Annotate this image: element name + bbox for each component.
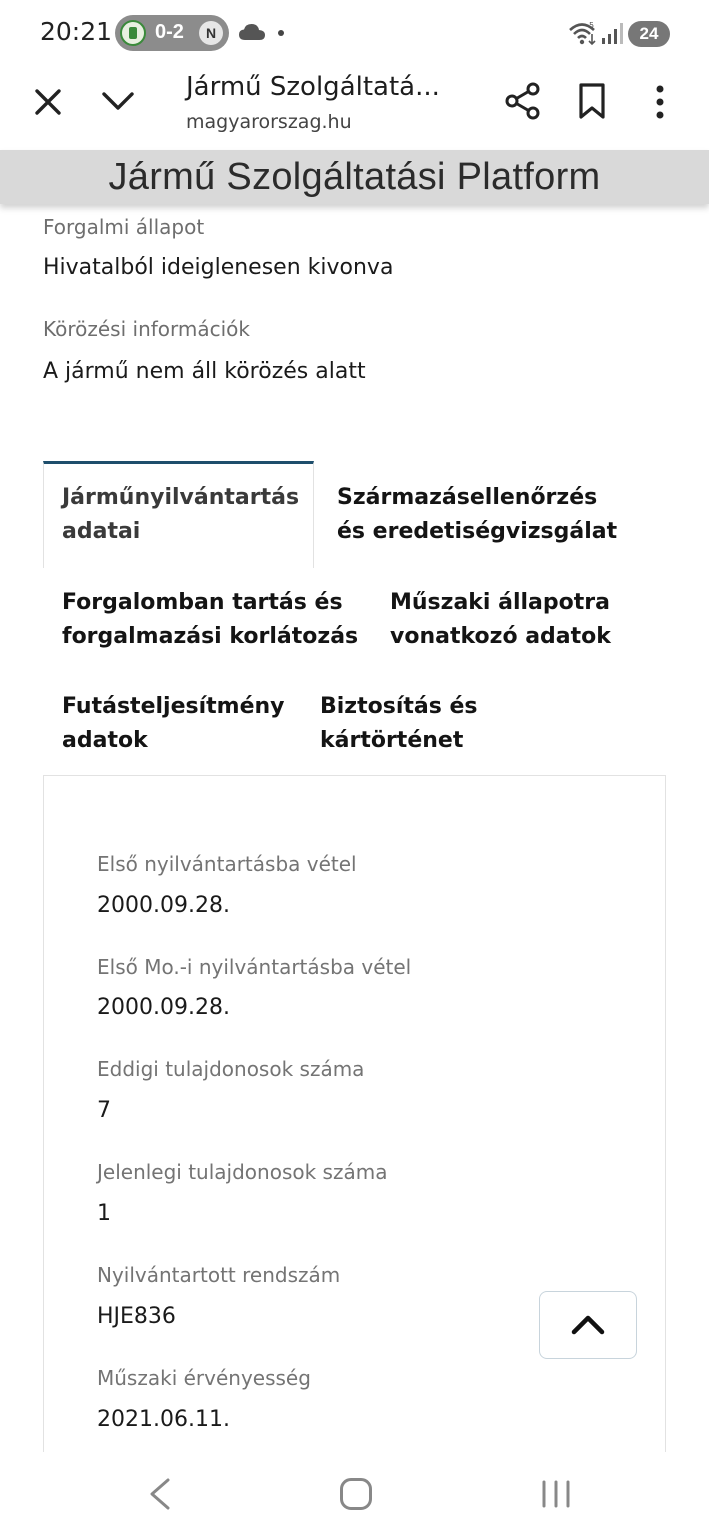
traffic-status-value: Hivatalból ideiglenesen kivonva [43,255,394,280]
home-icon[interactable] [340,1478,372,1510]
first-registration-value: 2000.09.28. [97,893,230,918]
scroll-to-top-button[interactable] [539,1291,637,1359]
site-header [0,150,709,204]
share-icon[interactable] [502,80,544,122]
tab-label-line: forgalmazási korlátozás [62,624,359,649]
wanted-info-value: A jármű nem áll körözés alatt [43,359,366,384]
technical-validity-value: 2021.06.11. [97,1407,230,1432]
chevron-up-icon [570,1312,606,1338]
notification-badge: N [199,21,223,45]
previous-owners-label: Eddigi tulajdonosok száma [97,1057,365,1081]
status-bar [0,0,709,66]
signal-icon [600,20,624,46]
site-title: Jármű Szolgáltatási Platform [108,156,601,198]
traffic-status-label: Forgalmi állapot [43,215,205,239]
close-icon[interactable] [30,84,66,120]
tab-label-line: Forgalomban tartás és [62,590,343,615]
tab-label-line: kártörténet [320,728,464,753]
tab-label-line: vonatkozó adatok [390,624,611,649]
first-hu-registration-label: Első Mo.-i nyilvántartásba vétel [97,955,412,979]
current-owners-value: 1 [97,1201,111,1226]
tab-label-line: adatok [62,728,148,753]
registered-plate-label: Nyilvántartott rendszám [97,1263,341,1287]
wanted-info-label: Körözési információk [43,317,251,341]
technical-validity-label: Műszaki érvényesség [97,1366,311,1390]
first-hu-registration-value: 2000.09.28. [97,995,230,1020]
registered-plate-value: HJE836 [97,1304,176,1329]
tab-label-line: Futásteljesítmény [62,694,285,719]
tab-insurance-history[interactable] [320,690,478,758]
chevron-down-icon[interactable] [98,84,138,120]
browser-toolbar [0,66,709,150]
tab-label-line: Származásellenőrzés [337,485,598,510]
battery-indicator: 24 [628,21,670,47]
tab-label-line: Járműnyilvántartás [62,485,300,510]
tab-technical-condition[interactable] [390,586,611,654]
tab-label-line: adatai [62,519,141,544]
browser-page-title: Jármű Szolgáltatá... [186,72,440,102]
tab-label-line: Biztosítás és [320,694,478,719]
tab-mileage-data[interactable] [62,690,285,758]
status-time: 20:21 [40,17,113,46]
first-registration-label: Első nyilvántartásba vétel [97,852,357,876]
score-notification [115,15,229,51]
tab-label-line: Műszaki állapotra [390,590,610,615]
tab-content-panel [43,775,666,1475]
tab-origin-check[interactable] [337,481,617,549]
back-icon[interactable] [146,1476,172,1512]
tab-label-line: és eredetiségvizsgálat [337,519,618,544]
wifi-icon [568,20,598,46]
previous-owners-value: 7 [97,1098,111,1123]
tab-registry-data[interactable] [62,481,299,549]
more-vert-icon[interactable] [645,82,675,122]
cloud-icon [238,22,266,42]
system-nav-bar [0,1452,709,1536]
club-logo-icon [120,20,146,46]
current-owners-label: Jelenlegi tulajdonosok száma [97,1160,388,1184]
bookmark-icon[interactable] [574,82,610,120]
tab-circulation-restrictions[interactable] [62,586,358,654]
recents-icon[interactable] [540,1480,572,1508]
browser-page-url: magyarorszag.hu [186,111,352,133]
svg-text:5: 5 [589,21,595,30]
score-text: 0-2 [155,21,184,43]
more-notifications-dot-icon [278,30,284,36]
